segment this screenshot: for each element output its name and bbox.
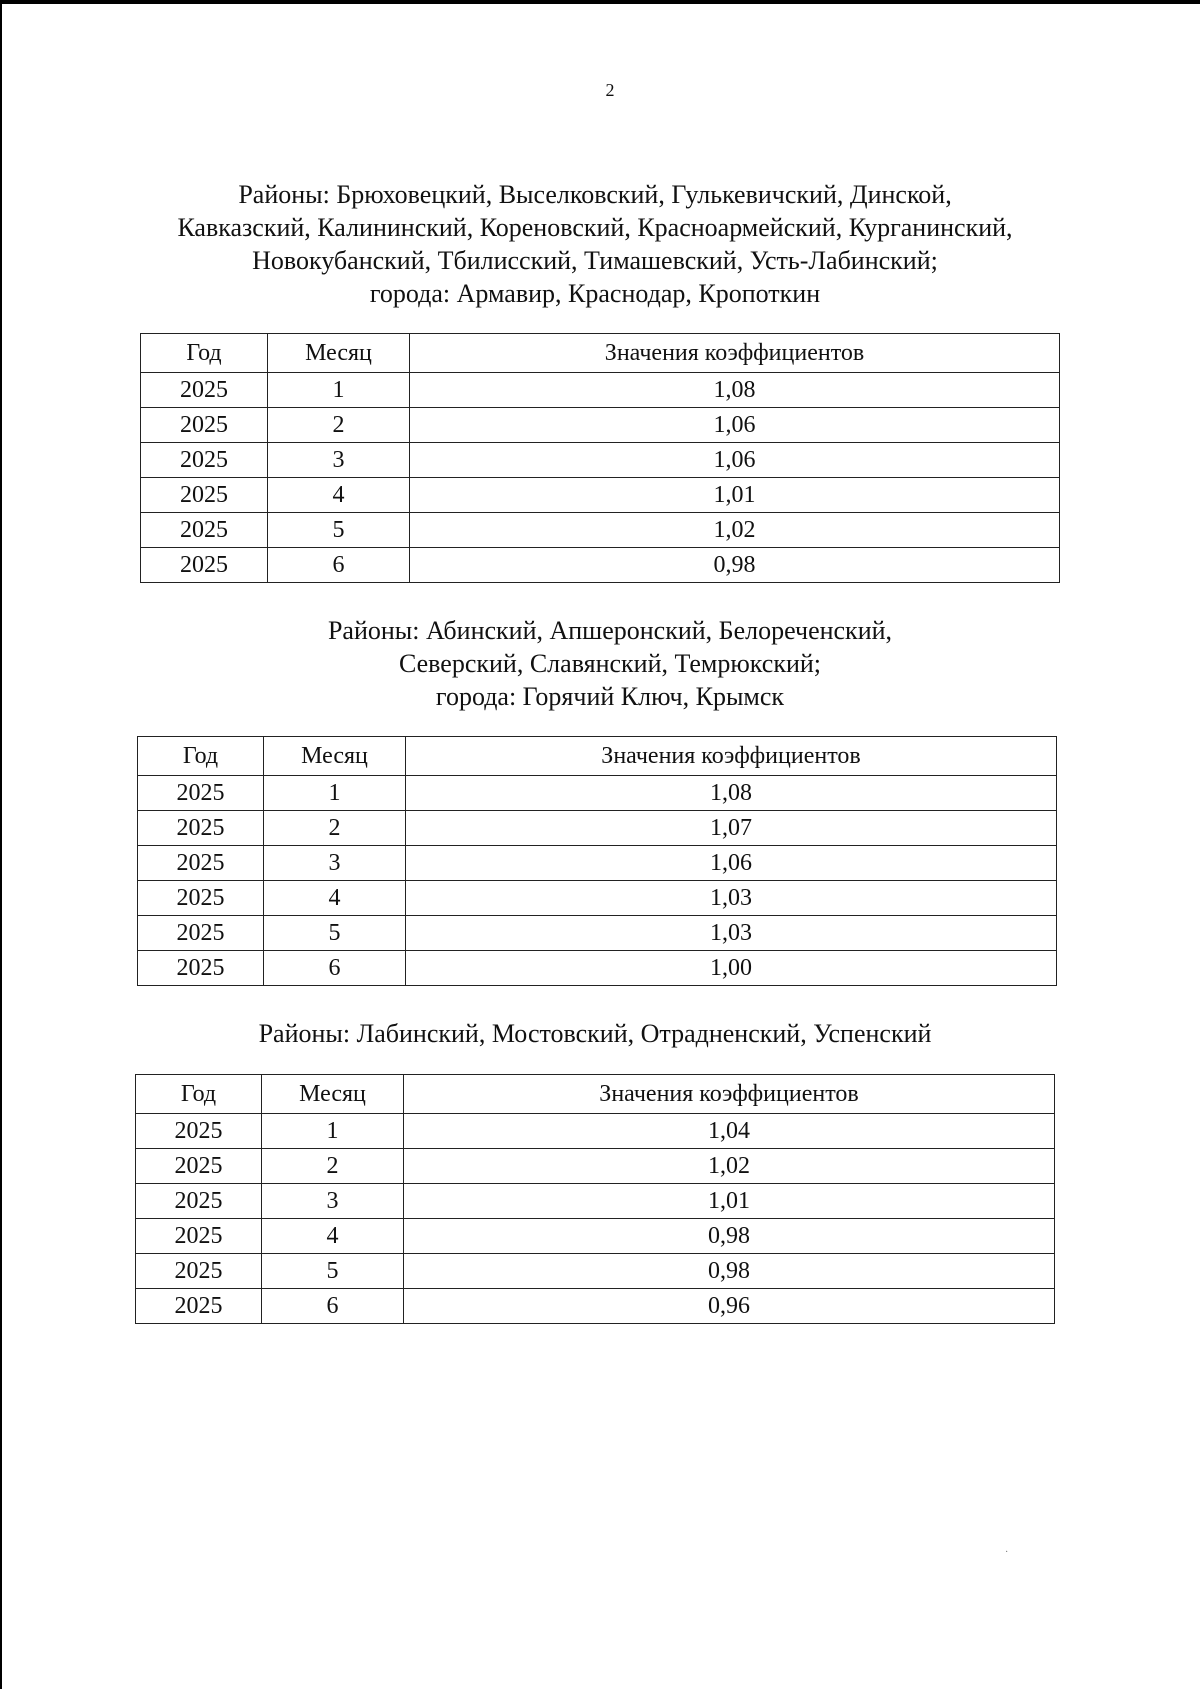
month-cell: 5: [264, 916, 406, 951]
month-cell: 1: [268, 373, 410, 408]
heading-line: Кавказский, Калининский, Кореновский, Красноармейский, Курганинский,: [177, 213, 1013, 242]
table-header-row: [136, 1075, 1055, 1114]
year-cell: 2025: [136, 1289, 262, 1324]
year-cell: 2025: [136, 1219, 262, 1254]
month-cell: 4: [264, 881, 406, 916]
column-header-month: Месяц: [264, 737, 406, 776]
scan-speck: ·: [1005, 1547, 1009, 1558]
year-cell: 2025: [138, 776, 264, 811]
value-cell: 1,00: [406, 951, 1057, 986]
table-row: [136, 1149, 1055, 1184]
month-cell: 5: [262, 1254, 404, 1289]
heading-line: Районы: Брюховецкий, Выселковский, Гулькевичский, Динской,: [238, 180, 952, 209]
year-cell: 2025: [138, 951, 264, 986]
table-row: [138, 881, 1057, 916]
value-cell: 1,06: [406, 846, 1057, 881]
year-cell: 2025: [136, 1149, 262, 1184]
month-cell: 2: [264, 811, 406, 846]
scan-edge-top: [0, 0, 1200, 4]
year-cell: 2025: [138, 916, 264, 951]
table-row: [138, 776, 1057, 811]
scan-edge-left: [0, 0, 2, 1689]
year-cell: 2025: [138, 811, 264, 846]
column-header-year: Год: [136, 1075, 262, 1114]
year-cell: 2025: [138, 881, 264, 916]
year-cell: 2025: [136, 1184, 262, 1219]
year-cell: 2025: [136, 1254, 262, 1289]
table-row: [136, 1254, 1055, 1289]
value-cell: 1,01: [410, 478, 1060, 513]
value-cell: 1,06: [410, 443, 1060, 478]
value-cell: 0,98: [404, 1219, 1055, 1254]
table-row: [138, 951, 1057, 986]
column-header-year: Год: [141, 334, 268, 373]
value-cell: 1,04: [404, 1114, 1055, 1149]
column-header-month: Месяц: [262, 1075, 404, 1114]
month-cell: 1: [264, 776, 406, 811]
page-number: 2: [605, 80, 615, 100]
value-cell: 0,98: [410, 548, 1060, 583]
heading-line: города: Горячий Ключ, Крымск: [435, 682, 785, 711]
table-row: [141, 443, 1060, 478]
year-cell: 2025: [141, 548, 268, 583]
value-cell: 1,03: [406, 916, 1057, 951]
year-cell: 2025: [141, 513, 268, 548]
value-cell: 1,03: [406, 881, 1057, 916]
year-cell: 2025: [141, 408, 268, 443]
table-row: [136, 1219, 1055, 1254]
value-cell: 1,01: [404, 1184, 1055, 1219]
month-cell: 1: [262, 1114, 404, 1149]
heading-line: Северский, Славянский, Темрюкский;: [398, 649, 822, 678]
month-cell: 2: [262, 1149, 404, 1184]
table-row: [141, 478, 1060, 513]
column-header-value: Значения коэффициентов: [404, 1075, 1055, 1114]
year-cell: 2025: [136, 1114, 262, 1149]
value-cell: 1,02: [410, 513, 1060, 548]
section-heading: [130, 178, 1060, 310]
table-row: [138, 846, 1057, 881]
value-cell: 1,06: [410, 408, 1060, 443]
table-row: [136, 1184, 1055, 1219]
section-heading: [130, 1017, 1060, 1050]
month-cell: 2: [268, 408, 410, 443]
month-cell: 3: [268, 443, 410, 478]
column-header-month: Месяц: [268, 334, 410, 373]
table-row: [136, 1114, 1055, 1149]
table-row: [141, 513, 1060, 548]
value-cell: 1,08: [410, 373, 1060, 408]
table-row: [141, 408, 1060, 443]
month-cell: 3: [262, 1184, 404, 1219]
table-row: [141, 548, 1060, 583]
month-cell: 5: [268, 513, 410, 548]
value-cell: 0,98: [404, 1254, 1055, 1289]
column-header-value: Значения коэффициентов: [406, 737, 1057, 776]
value-cell: 1,02: [404, 1149, 1055, 1184]
year-cell: 2025: [138, 846, 264, 881]
month-cell: 4: [268, 478, 410, 513]
heading-line: Новокубанский, Тбилисский, Тимашевский, Усть-Лабинский;: [252, 246, 938, 275]
coefficient-table: [135, 1074, 1055, 1324]
year-cell: 2025: [141, 478, 268, 513]
table-header-row: [141, 334, 1060, 373]
month-cell: 6: [268, 548, 410, 583]
value-cell: 0,96: [404, 1289, 1055, 1324]
table-header-row: [138, 737, 1057, 776]
coefficient-table: [140, 333, 1060, 583]
table-row: [141, 373, 1060, 408]
month-cell: 6: [264, 951, 406, 986]
value-cell: 1,08: [406, 776, 1057, 811]
table-row: [138, 811, 1057, 846]
table-row: [136, 1289, 1055, 1324]
column-header-value: Значения коэффициентов: [410, 334, 1060, 373]
heading-line: города: Армавир, Краснодар, Кропоткин: [369, 279, 821, 308]
section-heading: [200, 614, 1020, 713]
year-cell: 2025: [141, 373, 268, 408]
month-cell: 4: [262, 1219, 404, 1254]
month-cell: 3: [264, 846, 406, 881]
year-cell: 2025: [141, 443, 268, 478]
value-cell: 1,07: [406, 811, 1057, 846]
table-row: [138, 916, 1057, 951]
month-cell: 6: [262, 1289, 404, 1324]
heading-line: Районы: Абинский, Апшеронский, Белореченский,: [327, 616, 893, 645]
coefficient-table: [137, 736, 1057, 986]
heading-line: Районы: Лабинский, Мостовский, Отрадненский, Успенский: [258, 1019, 932, 1048]
column-header-year: Год: [138, 737, 264, 776]
